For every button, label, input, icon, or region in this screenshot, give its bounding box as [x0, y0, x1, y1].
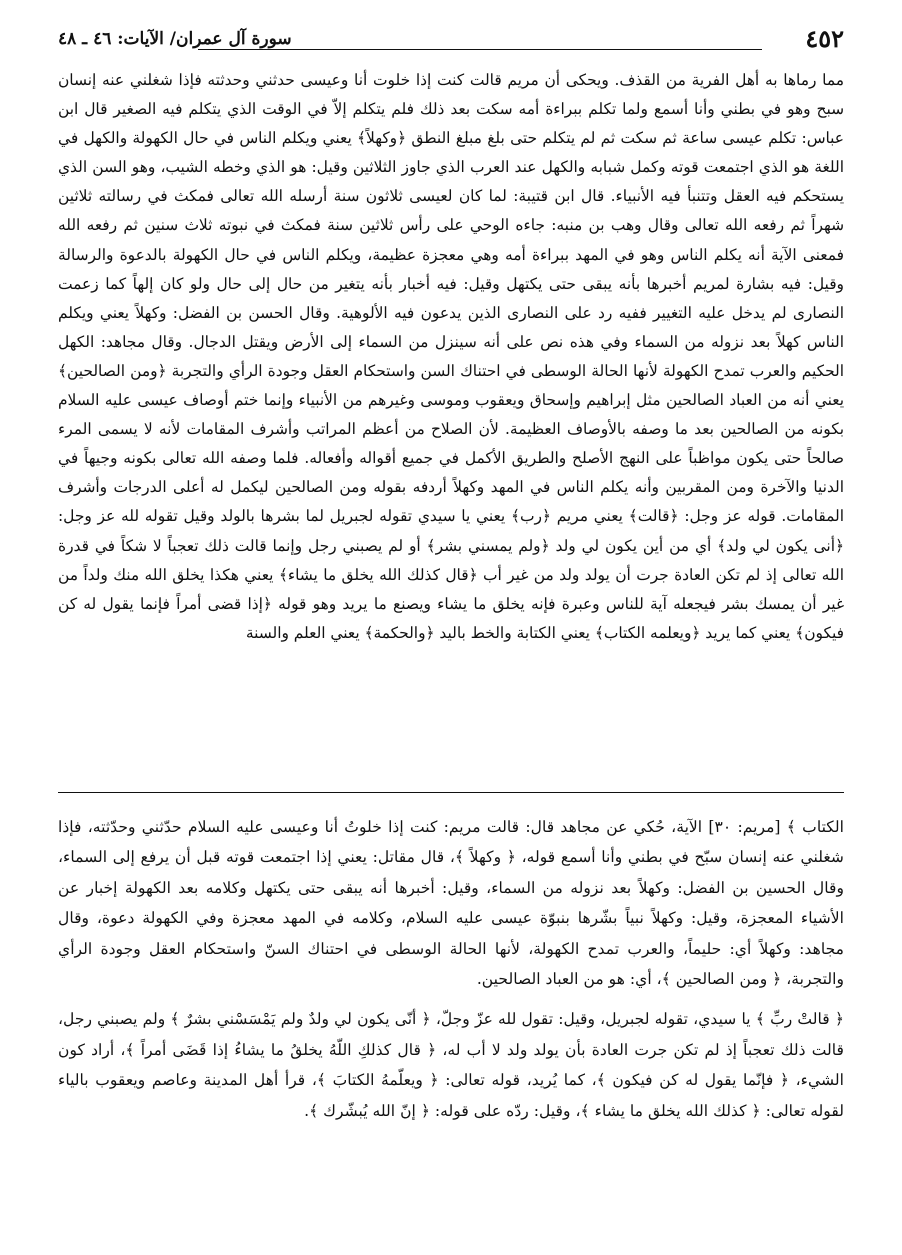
footnote-paragraph: ﴿ قالتْ ربِّ ﴾ يا سيدي، تقوله لجبريل، وقيل: تقول لله عزّ وجلّ، ﴿ أنّى يكون لي ولدٌ ولم يَمْسَسْني بشرٌ ﴾ ولم يصبني رجل، قالت ذلك تعجباً إذ لم تكن جرت العادة بأن يولد ولد لا أب له، ﴿ قال كذلكِ اللّهُ يخلقُ ما يشاءُ إذا قَضَى أمراً ﴾، أراد كون الشيء، ﴿ فإنّما يقول له كن فيكون ﴾، كما يُريد، قوله تعالى: ﴿ ويعلّمهُ الكتابَ ﴾، قرأ أهل المدينة وعاصم ويعقوب بالياء لقوله تعالى: ﴿ كذلك الله يخلق ما يشاء ﴾، وقيل: ردّه على قوله: ﴿ إنّ الله يُبشّرك ﴾. — [58, 1010, 844, 1120]
footnote-divider — [58, 792, 844, 793]
footnote-paragraph: الكتاب ﴾ [مريم: ٣٠] الآية، حُكي عن مجاهد قال: قالت مريم: كنت إذا خلوتُ أنا وعيسى عليه السلام حدّثني وحدّثته، فإذا شغلني عنه إنسان سبّح في بطني وأنا أسمع قوله، ﴿ وكهلاً ﴾، قال مقاتل: يعني إذا اجتمعت قوته قبل أن يرفع إلى السماء، وقال الحسين بن الفضل: وكهلاً بعد نزوله من السماء، وقيل: أخبرها أنه يبقى حتى يكتهل وكلامه بعد الكهولة إخبار عن الأشياء المعجزة، وقيل: وكهلاً نبياً بشّرها بنبوّة عيسى عليه السلام، وكلامه في المهد معجزة وفي الكهولة دعوة، وقال مجاهد: وكهلاً أي: حليماً، والعرب تمدح الكهولة، لأنها الحالة الوسطى في احتناك السنّ واستحكام العقل وجودة الرأي والتجربة، ﴿ ومن الصالحين ﴾، أي: هو من العباد الصالحين. — [58, 818, 844, 989]
footnotes — [58, 812, 844, 1126]
main-commentary — [58, 66, 844, 648]
main-paragraph: مما رماها به أهل الفرية من القذف. ويحكى أن مريم قالت كنت إذا خلوت أنا وعيسى حدثني وحدثته فإذا شغلني عنه إنسان سبح وهو في بطني وأنا أسمع ولما تكلم ببراءة أمه سكت بعد ذلك فلم يتكلم إلاّ في الوقت الذي يتكلم فيه الصغير قال ابن عباس: تكلم عيسى ساعة ثم سكت ثم لم يتكلم حتى بلغ مبلغ النطق ﴿وكهلاً﴾ يعني ويكلم الناس في حال الكهولة والكهل في اللغة هو الذي اجتمعت قوته وكمل شبابه والكهل عند العرب الذي جاوز الثلاثين وقيل: هو الذي وخطه الشيب، وهو السن الذي يستحكم فيه العقل وتتنبأ فيه الأنبياء. قال ابن قتيبة: لما كان لعيسى ثلاثون سنة أرسله الله تعالى فمكث في رسالته ثلاثين شهراً ثم رفعه الله تعالى وقال وهب بن منبه: جاءه الوحي على رأس ثلاثين سنة فمكث في نبوته ثلاث سنين ثم رفعه الله فمعنى الآية أنه يكلم الناس وهو في المهد ببراءة أمه وهي معجزة عظيمة، ويكلم الناس في حال الكهولة بالدعوة والرسالة وقيل: فيه بشارة لمريم أخبرها بأنه يبقى حتى يكتهل وقيل: فيه أخبار بأنه يتغير من حال إلى حال ولو كان إلهاً كما زعمت النصارى لم يدخل عليه التغيير ففيه رد على النصارى الذين يدعون فيه الألوهية. وقال الحسن بن الفضل: وكهلاً يعني ويكلم الناس كهلاً بعد نزوله من السماء وفي هذه نص على أنه سينزل من السماء إلى الأرض ويقتل الدجال. وقال مجاهد: الكهل الحكيم والعرب تمدح الكهولة لأنها الحالة الوسطى في احتناك السن واستحكام العقل وجودة الرأي والتجربة ﴿ومن الصالحين﴾ يعني أنه من العباد الصالحين مثل إبراهيم وإسحاق ويعقوب وموسى وغيرهم من الأنبياء وإنما ختم أوصاف عيسى عليه السلام بكونه من الصالحين بعد ما وصفه بالأوصاف العظيمة. لأن الصلاح من أعظم المراتب وأشرف المقامات لأنه لا يسمى المرء صالحاً حتى يكون مواظباً على النهج الأصلح والطريق الأكمل في جميع أقواله وأفعاله. فلما وصفه الله تعالى بكونه وجيهاً في الدنيا والآخرة ومن المقربين وأنه يكلم الناس في المهد وكهلاً أردفه بقوله ومن الصالحين ليكمل له أعلى الدرجات وأشرف المقامات. قوله عز وجل: ﴿قالت﴾ يعني مريم ﴿رب﴾ يعني يا سيدي تقوله لجبريل لما بشرها بالولد وقيل تقوله لله عز وجل: ﴿أنى يكون لي ولد﴾ أي من أين يكون لي ولد ﴿ولم يمسني بشر﴾ أو لم يصبني رجل وإنما قالت ذلك تعجباً لا شكاً في قدرة الله تعالى إذ لم تكن العادة جرت أن يولد ولد من غير أب ﴿قال كذلك الله يخلق ما يشاء﴾ يعني هكذا يخلق الله منك ولداً من غير أن يمسك بشر فيجعله آية للناس وعبرة فإنه يخلق ما يشاء ويصنع ما يريد وهو قوله ﴿إذا قضى أمراً فإنما يقول له كن فيكون﴾ يعني كما يريد ﴿ويعلمه الكتاب﴾ يعني الكتابة والخط باليد ﴿والحكمة﴾ يعني العلم والسنة — [58, 71, 844, 642]
running-title: سورة آل عمران/ الآيات: ٤٦ ـ ٤٨ — [58, 29, 292, 49]
page-header — [58, 24, 844, 54]
page-number: ٤٥٢ — [805, 24, 844, 53]
